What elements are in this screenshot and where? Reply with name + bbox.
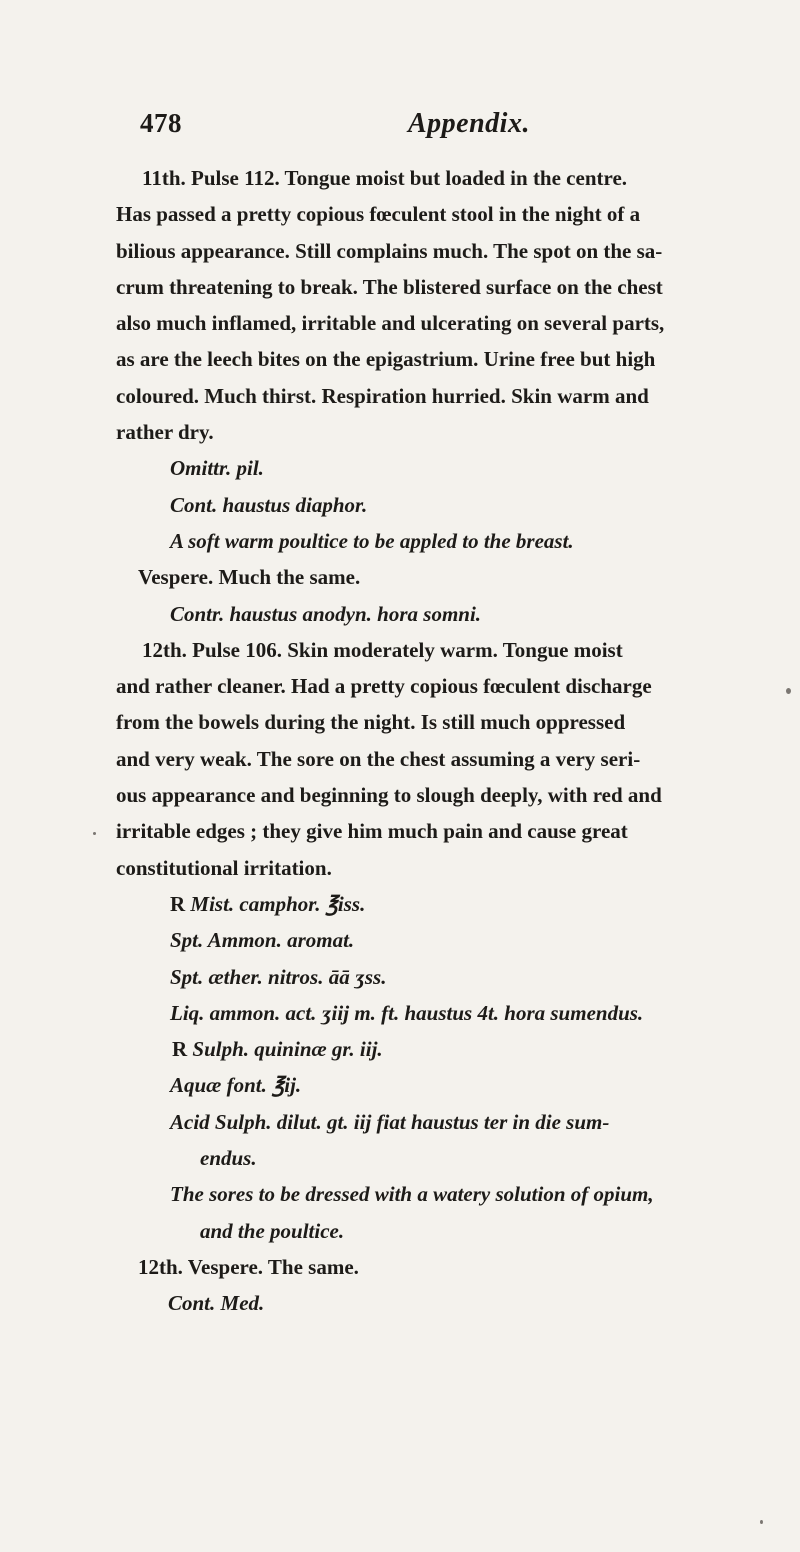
entry-11th xyxy=(116,160,792,450)
text-line: Has passed a pretty copious fœculent stool in the night of a xyxy=(116,202,641,227)
text-line: 11th. Pulse 112. Tongue moist but loaded in the centre. xyxy=(142,166,628,190)
text-line: and rather cleaner. Had a pretty copious fœculent discharge xyxy=(116,674,652,699)
prescription-line xyxy=(142,1031,792,1067)
vespere-entry: 12th. Vespere. The same. xyxy=(138,1254,359,1279)
prescription-line: Contr. haustus anodyn. hora somni. xyxy=(170,601,482,626)
text-line: crum threatening to break. The blistered surface on the chest xyxy=(116,274,663,299)
prescription-line: Cont. Med. xyxy=(168,1291,265,1316)
recipe-symbol: R xyxy=(170,891,186,916)
prescription-line: and the poultice. xyxy=(200,1218,345,1243)
vespere-entry: Vespere. Much the same. xyxy=(138,565,361,590)
text-line: as are the leech bites on the epigastrium. Urine free but high xyxy=(116,347,656,372)
ink-speck xyxy=(760,1520,763,1524)
text-line: constitutional irritation. xyxy=(116,855,332,880)
ink-speck xyxy=(93,832,96,835)
text-line: rather dry. xyxy=(116,420,214,445)
prescription-line: The sores to be dressed with a watery solution of opium, xyxy=(170,1182,654,1207)
prescription-line: Cont. haustus diaphor. xyxy=(170,492,368,517)
prescription-line xyxy=(142,886,792,922)
page-header xyxy=(0,108,800,148)
prescription-line: Aquæ font. ℥ij. xyxy=(170,1073,302,1098)
prescription-line: Acid Sulph. dilut. gt. iij fiat haustus ter in die sum- xyxy=(170,1109,610,1134)
page-number: 478 xyxy=(140,108,182,138)
text-line: also much inflamed, irritable and ulcerating on several parts, xyxy=(116,311,665,336)
recipe-symbol: R xyxy=(172,1037,188,1062)
text-line: irritable edges ; they give him much pain and cause great xyxy=(116,819,628,844)
ink-speck xyxy=(786,688,791,694)
text-line: ous appearance and beginning to slough deeply, with red and xyxy=(116,783,662,808)
body-text xyxy=(116,160,792,1322)
text-line: from the bowels during the night. Is still much oppressed xyxy=(116,710,626,735)
prescription-line: Liq. ammon. act. ʒiij m. ft. haustus 4t. hora sumendus. xyxy=(170,1000,644,1025)
prescription-line: A soft warm poultice to be appled to the breast. xyxy=(170,528,574,553)
running-head: Appendix. xyxy=(408,108,530,139)
prescription-text: Sulph. quininæ gr. iij. xyxy=(192,1037,383,1062)
prescription-line: Spt. æther. nitros. āā ʒss. xyxy=(170,964,387,989)
prescription-line: Spt. Ammon. aromat. xyxy=(170,928,355,953)
text-line: 12th. Pulse 106. Skin moderately warm. Tongue moist xyxy=(142,637,623,662)
prescription-line: endus. xyxy=(200,1146,257,1171)
prescription-line: Omittr. pil. xyxy=(170,456,264,481)
prescription-text: Mist. camphor. ℥iss. xyxy=(190,891,366,916)
text-line: coloured. Much thirst. Respiration hurried. Skin warm and xyxy=(116,383,649,408)
text-line: bilious appearance. Still complains much. The spot on the sa- xyxy=(116,238,663,263)
entry-12th xyxy=(116,632,792,886)
text-line: and very weak. The sore on the chest assuming a very seri- xyxy=(116,746,641,771)
